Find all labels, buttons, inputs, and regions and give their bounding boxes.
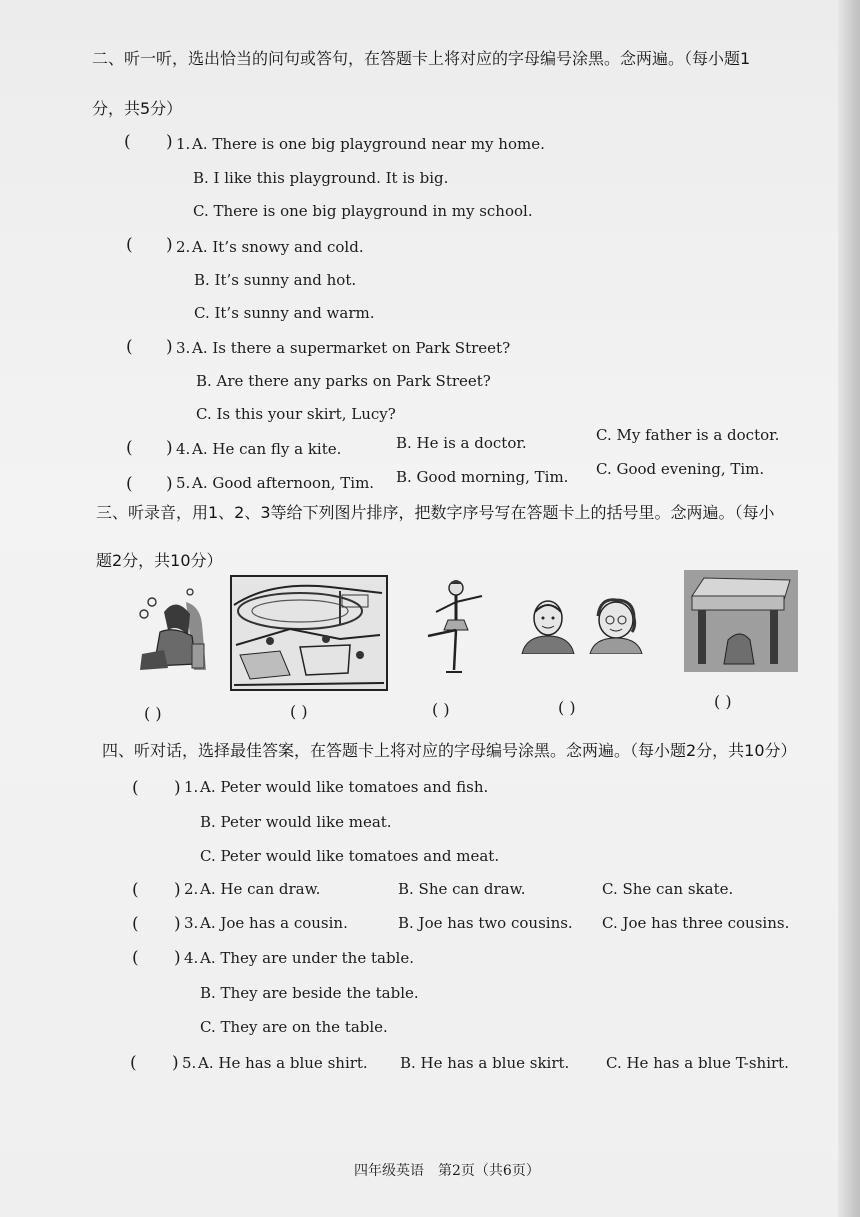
desk-picture [684,570,798,672]
option-b: B. He is a doctor. [396,434,527,452]
option-c: C. It’s sunny and warm. [194,304,375,322]
playground-picture [230,575,388,691]
section3-header-line2: 题2分，共10分） [96,551,223,570]
picture-answer-blank[interactable]: ( ) [432,700,450,719]
option-b: B. She can draw. [398,880,526,898]
option-c: C. My father is a doctor. [596,426,780,444]
answer-paren-open[interactable]: ( [126,474,133,494]
option-c: C. She can skate. [602,880,734,898]
option-c: C. Is this your skirt, Lucy? [196,405,396,423]
answer-paren-open[interactable]: ( [126,337,133,357]
question-number: 3. [184,914,199,932]
picture-answer-blank[interactable]: ( ) [290,702,308,721]
answer-paren-close: ) [174,948,181,968]
option-a: A. Is there a supermarket on Park Street? [192,339,511,357]
answer-paren-close: ) [166,474,173,494]
skater-picture [420,578,492,678]
section3-header-line1: 三、听录音，用1、2、3等给下列图片排序，把数字序号写在答题卡上的括号里。念两遍。（每小 [96,503,775,522]
option-b: B. Good morning, Tim. [396,468,569,486]
answer-paren-open[interactable]: ( [130,1053,137,1073]
option-b: B. Joe has two cousins. [398,914,573,932]
option-b: B. He has a blue skirt. [400,1054,570,1072]
page-edge-shadow [838,0,860,1217]
option-b: B. Peter would like meat. [200,813,392,831]
option-a: A. There is one big playground near my home. [192,135,545,153]
option-b: B. They are beside the table. [200,984,419,1002]
question-number: 4. [184,949,199,967]
picture-answer-blank[interactable]: ( ) [714,692,732,711]
option-c: C. Joe has three cousins. [602,914,790,932]
question-number: 5. [176,474,191,492]
question-number: 2. [176,238,191,256]
question-number: 4. [176,440,191,458]
answer-paren-open[interactable]: ( [132,880,139,900]
option-b: B. I like this playground. It is big. [193,169,449,187]
answer-paren-open[interactable]: ( [126,438,133,458]
section2-header-line1: 二、听一听，选出恰当的问句或答句，在答题卡上将对应的字母编号涂黑。念两遍。（每小题1 [92,49,751,68]
question-number: 3. [176,339,191,357]
option-b: B. It’s sunny and hot. [194,271,357,289]
answer-paren-open[interactable]: ( [132,778,139,798]
picture-answer-blank[interactable]: ( ) [144,704,162,723]
page-footer: 四年级英语 第2页（共6页） [354,1163,540,1179]
answer-paren-open[interactable]: ( [132,914,139,934]
section4-header: 四、听对话，选择最佳答案，在答题卡上将对应的字母编号涂黑。念两遍。（每小题2分，共10分） [102,741,797,760]
sick-girl-picture [134,584,210,676]
grandparents-picture [520,596,646,654]
answer-paren-open[interactable]: ( [132,948,139,968]
option-c: C. There is one big playground in my school. [193,202,533,220]
question-number: 5. [182,1054,197,1072]
option-a: A. Peter would like tomatoes and fish. [200,778,489,796]
option-a: A. He can draw. [200,880,321,898]
section2-header-line2: 分，共5分） [92,99,183,118]
option-c: C. They are on the table. [200,1018,388,1036]
option-a: A. Joe has a cousin. [200,914,348,932]
option-c: C. He has a blue T-shirt. [606,1054,789,1072]
option-c: C. Peter would like tomatoes and meat. [200,847,500,865]
answer-paren-close: ) [166,235,173,255]
option-a: A. Good afternoon, Tim. [192,474,375,492]
option-a: A. They are under the table. [200,949,414,967]
answer-paren-open[interactable]: ( [124,132,131,152]
question-number: 2. [184,880,199,898]
answer-paren-close: ) [174,914,181,934]
option-c: C. Good evening, Tim. [596,460,765,478]
question-number: 1. [176,135,191,153]
option-a: A. It’s snowy and cold. [192,238,364,256]
option-a: A. He has a blue shirt. [198,1054,368,1072]
option-a: A. He can fly a kite. [192,440,342,458]
answer-paren-close: ) [166,337,173,357]
answer-paren-close: ) [166,438,173,458]
answer-paren-close: ) [166,132,173,152]
answer-paren-close: ) [174,778,181,798]
answer-paren-close: ) [174,880,181,900]
answer-paren-open[interactable]: ( [126,235,133,255]
picture-answer-blank[interactable]: ( ) [558,698,576,717]
option-b: B. Are there any parks on Park Street? [196,372,491,390]
question-number: 1. [184,778,199,796]
answer-paren-close: ) [172,1053,179,1073]
